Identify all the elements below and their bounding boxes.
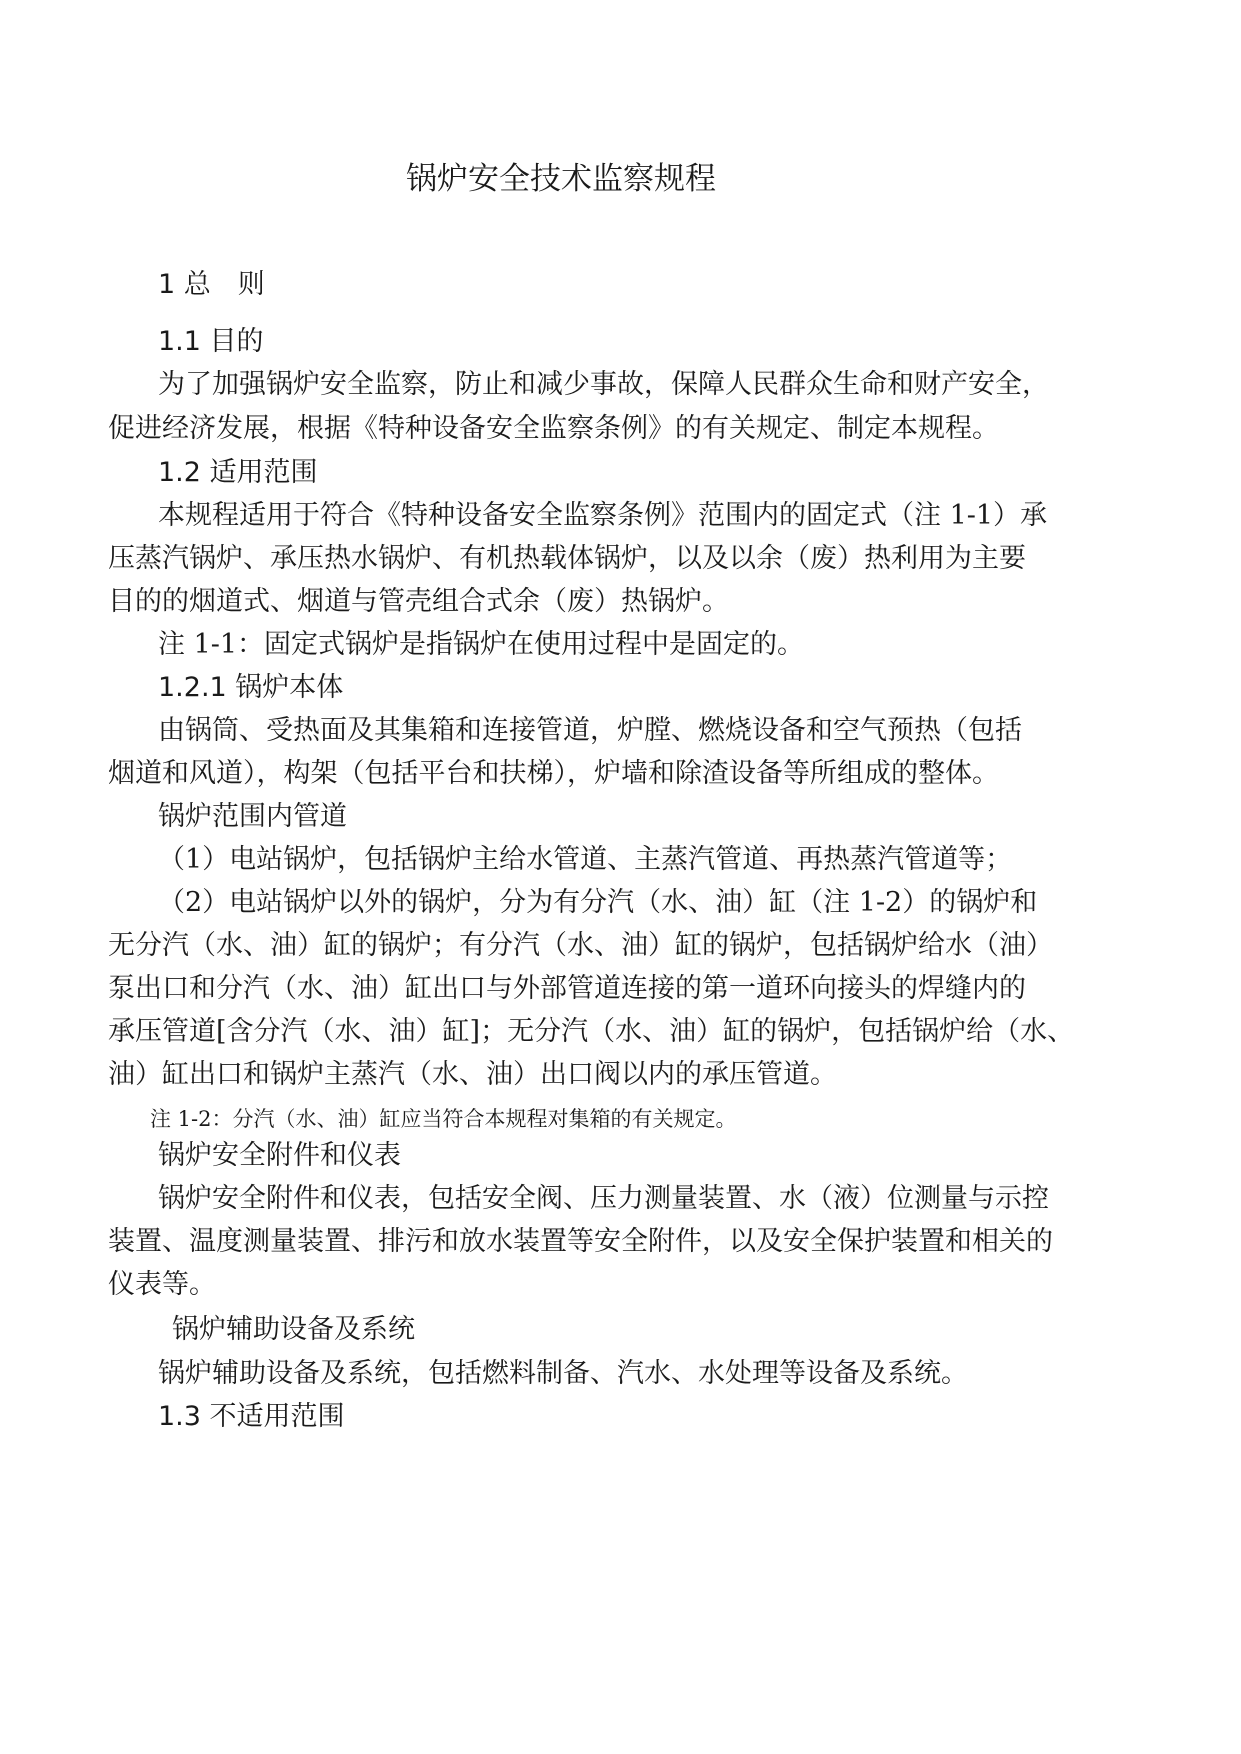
list-item: （2）电站锅炉以外的锅炉，分为有分汽（水、油）缸（注 1-2）的锅炉和 bbox=[158, 887, 1038, 918]
paragraph-line: 促进经济发展，根据《特种设备安全监察条例》的有关规定、制定本规程。 bbox=[108, 413, 999, 444]
paragraph-line: 仪表等。 bbox=[108, 1269, 216, 1300]
paragraph-line: 泵出口和分汽（水、油）缸出口与外部管道连接的第一道环向接头的焊缝内的 bbox=[108, 973, 1026, 1004]
paragraph-line: 无分汽（水、油）缸的锅炉；有分汽（水、油）缸的锅炉，包括锅炉给水（油） bbox=[108, 930, 1053, 961]
note-1-1: 注 1-1：固定式锅炉是指锅炉在使用过程中是固定的。 bbox=[158, 629, 805, 660]
section-heading-1-3: 1.3 不适用范围 bbox=[158, 1401, 345, 1432]
subheading-pipes: 锅炉范围内管道 bbox=[158, 801, 347, 832]
paragraph-line: 烟道和风道），构架（包括平台和扶梯），炉墙和除渣设备等所组成的整体。 bbox=[108, 758, 999, 789]
section-heading-1-2: 1.2 适用范围 bbox=[158, 457, 318, 488]
chapter-heading: 1 总 则 bbox=[158, 269, 265, 300]
section-heading-1-1: 1.1 目的 bbox=[158, 326, 264, 357]
paragraph-line: 目的的烟道式、烟道与管壳组合式余（废）热锅炉。 bbox=[108, 586, 729, 617]
document-title: 锅炉安全技术监察规程 bbox=[406, 161, 716, 197]
list-item: （1）电站锅炉，包括锅炉主给水管道、主蒸汽管道、再热蒸汽管道等； bbox=[158, 844, 1013, 875]
paragraph-line: 为了加强锅炉安全监察，防止和减少事故，保障人民群众生命和财产安全， bbox=[158, 369, 1049, 400]
paragraph-line: 承压管道[含分汽（水、油）缸]；无分汽（水、油）缸的锅炉，包括锅炉给（水、 bbox=[108, 1016, 1075, 1047]
paragraph-line: 本规程适用于符合《特种设备安全监察条例》范围内的固定式（注 1-1）承 bbox=[158, 500, 1048, 531]
paragraph-line: 装置、温度测量装置、排污和放水装置等安全附件，以及安全保护装置和相关的 bbox=[108, 1226, 1053, 1257]
paragraph-line: 锅炉辅助设备及系统，包括燃料制备、汽水、水处理等设备及系统。 bbox=[158, 1358, 968, 1389]
paragraph-line: 油）缸出口和锅炉主蒸汽（水、油）出口阀以内的承压管道。 bbox=[108, 1059, 837, 1090]
subheading-auxiliary: 锅炉辅助设备及系统 bbox=[172, 1314, 415, 1345]
paragraph-line: 由锅筒、受热面及其集箱和连接管道，炉膛、燃烧设备和空气预热（包括 bbox=[158, 715, 1022, 746]
paragraph-line: 压蒸汽锅炉、承压热水锅炉、有机热载体锅炉，以及以余（废）热利用为主要 bbox=[108, 543, 1026, 574]
subheading-accessories: 锅炉安全附件和仪表 bbox=[158, 1140, 401, 1171]
paragraph-line: 锅炉安全附件和仪表，包括安全阀、压力测量装置、水（液）位测量与示控 bbox=[158, 1183, 1049, 1214]
section-heading-1-2-1: 1.2.1 锅炉本体 bbox=[158, 672, 344, 703]
note-1-2: 注 1-2：分汽（水、油）缸应当符合本规程对集箱的有关规定。 bbox=[150, 1107, 737, 1131]
